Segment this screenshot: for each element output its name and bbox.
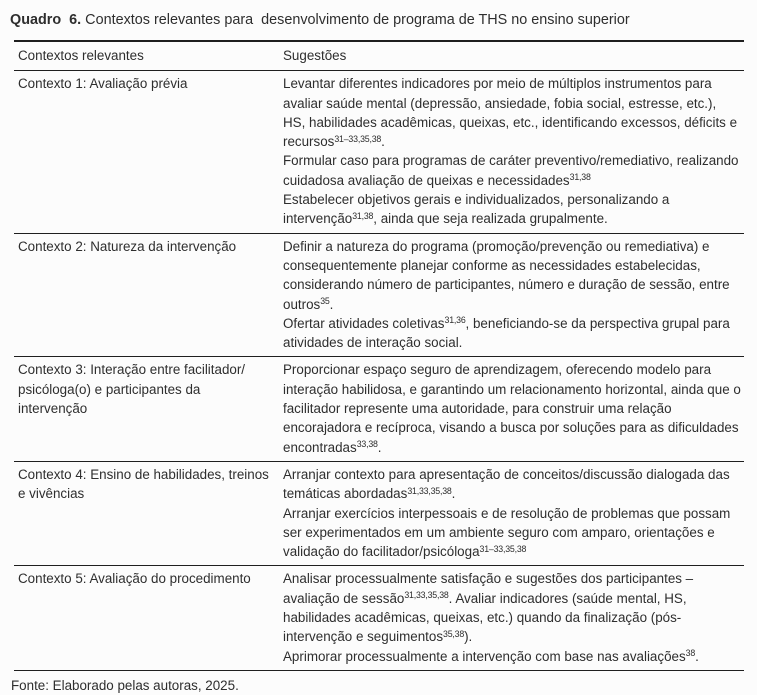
- suggestion-paragraph: Definir a natureza do programa (promoção/prevenção ou remediativa) e consequentemente planejar conforme as necessidades estabelecidas, considerando número de participantes, número e duração de sessão, entre outros$^{35}$.: [283, 238, 730, 312]
- suggestion-paragraph: Formular caso para programas de caráter preventivo/remediativo, realizando cuidadosa avaliação de queixas e necessidades$^{31,38}$: [283, 153, 739, 188]
- table-row: [14, 566, 744, 669]
- contexts-table: [14, 40, 744, 671]
- suggestion-paragraph: Levantar diferentes indicadores por meio de múltiplos instrumentos para avaliar saúde mental (depressão, ansiedade, fobia social, estresse, etc.), HS, habilidades acadêmicas, queixas, etc., identificando excessos, déficits e recursos$^{31-33,35,38}$.: [283, 76, 738, 150]
- column-header-suggestions: Sugestões: [283, 48, 347, 63]
- table-caption-label: Quadro 6.: [10, 12, 82, 28]
- suggestion-paragraph: Analisar processualmente satisfação e sugestões dos participantes – avaliação de sessão$^{31,33,35,38}$. Avaliar indicadores (saúde mental, HS, habilidades acadêmicas, queixas, etc.) quando da finalização (pós-intervenção e seguimentos$^{35,38}$).: [283, 571, 694, 645]
- reference-superscript: 31,33,35,38: [404, 590, 449, 601]
- suggestion-paragraph: Aprimorar processualmente a intervenção com base nas avaliações$^{38}$.: [283, 648, 699, 664]
- reference-superscript: 35,38: [443, 628, 465, 639]
- suggestions-cell: [279, 463, 744, 563]
- suggestions-cell: [279, 567, 744, 667]
- suggestion-paragraph: Arranjar exercícios interpessoais e de resolução de problemas que possam ser experimentados em um ambiente seguro com amparo, orientações e validação do facilitador/psicóloga$^{31-33,35,38}$: [283, 505, 731, 560]
- table-header-row: [14, 42, 744, 71]
- reference-superscript: 38: [685, 648, 696, 659]
- suggestion-paragraph: Ofertar atividades coletivas$^{31,36}$, beneficiando-se da perspectiva grupal para atividades de interação social.: [283, 315, 730, 351]
- reference-superscript: 31–33,35,38: [479, 543, 527, 554]
- table-row: [14, 357, 744, 461]
- reference-superscript: 31,33,35,38: [407, 485, 452, 496]
- suggestion-paragraph: Arranjar contexto para apresentação de conceitos/discussão dialogada das temáticas abordadas$^{31,33,35,38}$.: [283, 466, 730, 502]
- reference-superscript: 31,38: [352, 210, 374, 221]
- column-header-contexts: Contextos relevantes: [18, 48, 144, 63]
- suggestions-cell: [279, 235, 744, 355]
- table-caption: [10, 10, 744, 30]
- reference-superscript: 35: [320, 296, 330, 307]
- context-cell: Contexto 3: Interação entre facilitador/ psicóloga(o) e participantes da intervenção: [18, 362, 246, 417]
- table-row: [14, 234, 744, 358]
- suggestion-paragraph: Estabelecer objetivos gerais e individualizados, personalizando a intervenção$^{31,38}$, ainda que seja realizada grupalmente.: [283, 192, 670, 227]
- table-row: [14, 71, 744, 233]
- context-cell: Contexto 5: Avaliação do procedimento: [18, 571, 251, 587]
- source-note: Fonte: Elaborado pelas autoras, 2025.: [11, 677, 239, 693]
- reference-superscript: 31,38: [569, 172, 591, 183]
- table-caption-text: Contextos relevantes para desenvolvimento de programa de THS no ensino superior: [81, 12, 630, 28]
- reference-superscript: 31,36: [444, 315, 466, 326]
- reference-superscript: 31–33,35,38: [334, 133, 382, 144]
- reference-superscript: 33,38: [356, 439, 378, 450]
- context-cell: Contexto 4: Ensino de habilidades, treinos e vivências: [18, 466, 269, 502]
- suggestions-cell: [279, 72, 744, 230]
- context-cell: Contexto 1: Avaliação prévia: [18, 76, 188, 92]
- table-row: [14, 462, 744, 566]
- suggestions-cell: [279, 358, 744, 458]
- table-body: [14, 71, 744, 670]
- context-cell: Contexto 2: Natureza da intervenção: [18, 238, 237, 254]
- suggestion-paragraph: Proporcionar espaço seguro de aprendizagem, oferecendo modelo para interação habilidosa, e garantindo um relacionamento horizontal, ainda que o facilitador represente uma autoridade, para construir uma relação encorajadora e recíproca, visando a busca por soluções para as dificuldades encontradas$^{33,38}$.: [283, 362, 741, 455]
